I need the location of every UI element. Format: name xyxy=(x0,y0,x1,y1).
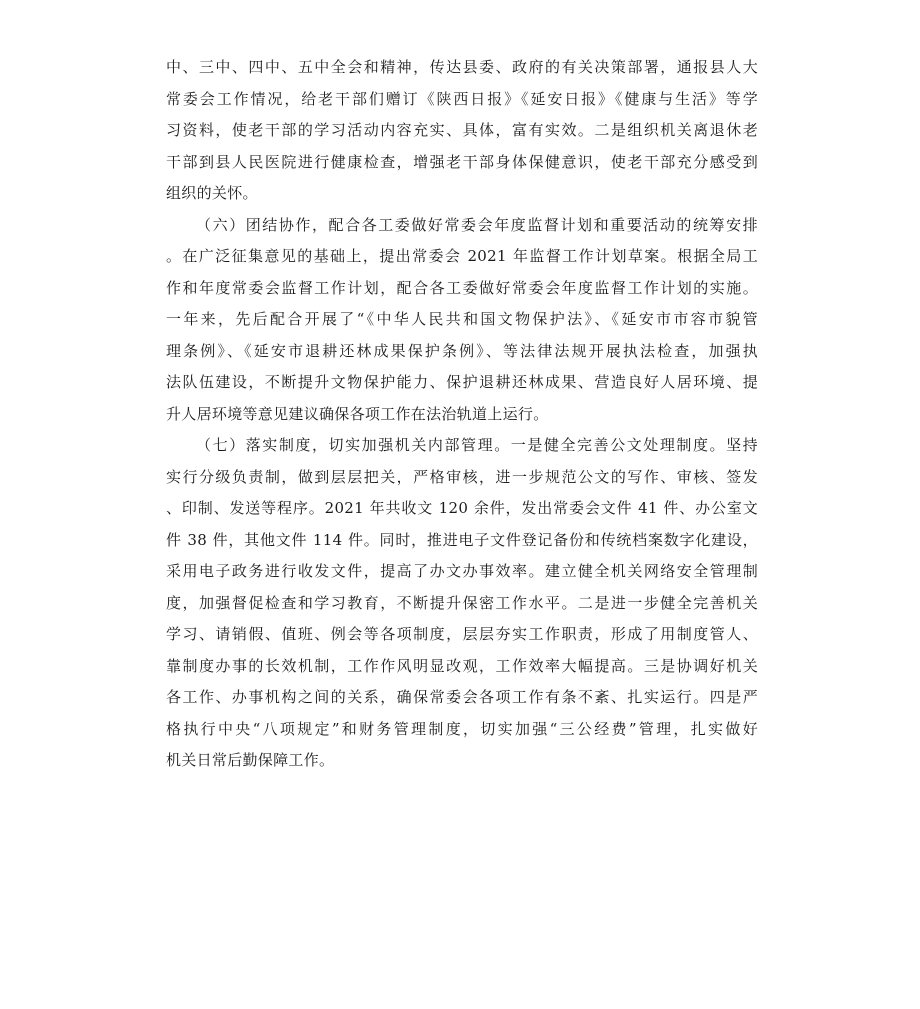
text-line: 机关日常后勤保障工作。 xyxy=(166,751,335,769)
body-text xyxy=(166,52,758,777)
text-line: 采用电子政务进行收发文件，提高了办文办事效率。建立健全机关网络安全管理制 xyxy=(166,562,758,580)
section-seven-heading-line: （七）落实制度，切实加强机关内部管理。一是健全完善公文处理制度。坚持 xyxy=(196,436,758,454)
section-six-heading-line: （六）团结协作，配合各工委做好常委会年度监督计划和重要活动的统筹安排 xyxy=(196,215,758,234)
text-line: 一年来，先后配合开展了“《中华人民共和国文物保护法》、《延安市市容市貌管 xyxy=(166,310,758,328)
text-line: 常委会工作情况，给老干部们赠订《陕西日报》《延安日报》《健康与生活》等学 xyxy=(166,89,758,108)
text-line: 度，加强督促检查和学习教育，不断提升保密工作水平。二是进一步健全完善机关 xyxy=(166,593,758,612)
text-line: 。在广泛征集意见的基础上，提出常委会 2021 年监督工作计划草案。根据全局工 xyxy=(166,247,758,265)
text-line: 实行分级负责制，做到层层把关，严格审核，进一步规范公文的写作、审核、签发 xyxy=(166,467,758,486)
text-line: 法队伍建设，不断提升文物保护能力、保护退耕还林成果、营造良好人居环境、提 xyxy=(166,373,758,391)
text-line: 学习、请销假、值班、例会等各项制度，层层夯实工作职责，形成了用制度管人、 xyxy=(166,625,758,643)
text-line: 各工作、办事机构之间的关系，确保常委会各项工作有条不紊、扎实运行。四是严 xyxy=(166,688,758,706)
text-line: 组织的关怀。 xyxy=(166,184,258,202)
text-line: 件 38 件，其他文件 114 件。同时，推进电子文件登记备份和传统档案数字化建设， xyxy=(166,530,758,549)
text-line: 靠制度办事的长效机制，工作作风明显改观，工作效率大幅提高。三是协调好机关 xyxy=(166,656,758,675)
text-line: 干部到县人民医院进行健康检查，增强老干部身体保健意识，使老干部充分感受到 xyxy=(166,152,758,171)
text-line: 中、三中、四中、五中全会和精神，传达县委、政府的有关决策部署，通报县人大 xyxy=(166,58,758,76)
text-line: 、印制、发送等程序。2021 年共收文 120 余件，发出常委会文件 41 件、办公室文 xyxy=(166,499,758,517)
text-line: 习资料，使老干部的学习活动内容充实、具体，富有实效。二是组织机关离退休老 xyxy=(166,121,758,139)
text-line: 作和年度常委会监督工作计划，配合各工委做好常委会年度监督工作计划的实施。 xyxy=(166,278,758,297)
text-line: 升人居环境等意见建议确保各项工作在法治轨道上运行。 xyxy=(166,404,549,423)
text-line: 理条例》、《延安市退耕还林成果保护条例》、等法律法规开展执法检查，加强执 xyxy=(166,341,758,360)
text-line: 格执行中央“八项规定”和财务管理制度，切实加强“三公经费”管理，扎实做好 xyxy=(166,719,758,738)
